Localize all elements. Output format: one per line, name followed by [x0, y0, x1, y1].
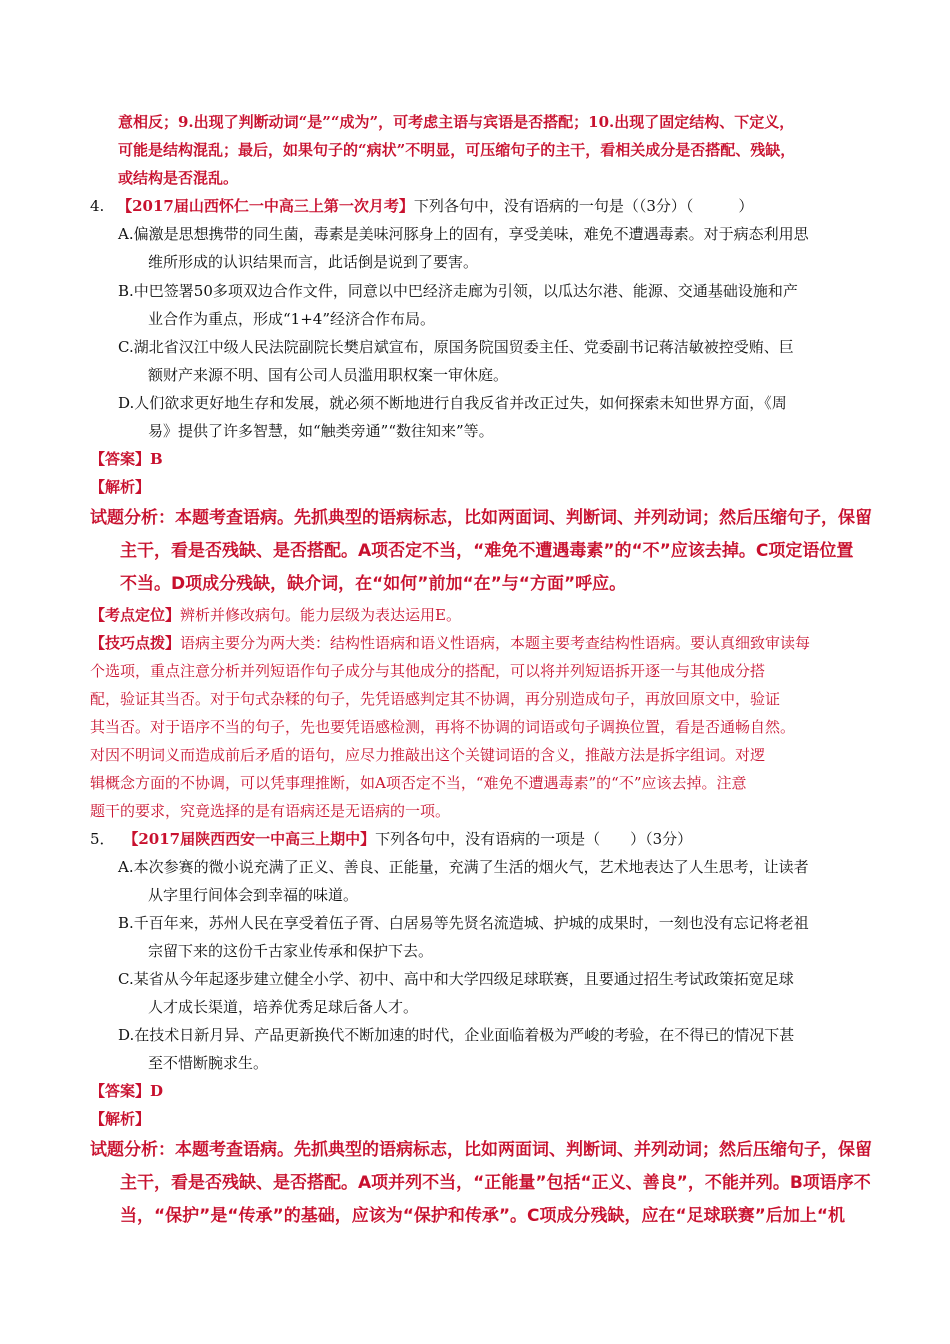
key-point-text: 辨析并修改病句。能力层级为表达运用E。	[180, 606, 461, 624]
option-a-line-2: 从字里行间体会到幸福的味道。	[148, 886, 359, 904]
tip-line-3: 配，验证其当否。对于句式杂糅的句子，先凭语感判定其不协调，再分别造成句子，再放回原文中，验证	[90, 690, 781, 708]
tip-line-6: 辑概念方面的不协调，可以凭事理推断，如A项否定不当，“难免不遭遇毒素”的“不”应该去掉。注意	[90, 774, 747, 792]
option-c-line-2: 额财产来源不明、国有公司人员滥用职权案一审休庭。	[148, 366, 509, 384]
question-source: 【2017届山西怀仁一中高三上第一次月考】	[117, 197, 414, 215]
option-d-line-2: 至不惜断腕求生。	[148, 1054, 269, 1072]
intro-line-2: 可能是结构混乱；最后，如果句子的“病状”不明显，可压缩句子的主干，看相关成分是否搭配、残缺，	[118, 141, 796, 159]
option-b-line-2: 业合作为重点，形成“1+4”经济合作布局。	[148, 310, 435, 328]
option-b-line-2: 宗留下来的这份千古家业传承和保护下去。	[148, 942, 434, 960]
option-d-line-1: D.在技术日新月异、产品更新换代不断加速的时代，企业面临着极为严峻的考验，在不得已的情况下甚	[118, 1026, 795, 1044]
question-stem: 下列各句中，没有语病的一句是（（3分）（ ）	[413, 197, 754, 215]
tip-line-5: 对因不明词义而造成前后矛盾的语句，应尽力推敲出这个关键词语的含义，推敲方法是拆字组词。对逻	[90, 746, 766, 764]
tip-label: 【技巧点拨】	[90, 634, 181, 652]
option-c-line-1: C.湖北省汉江中级人民法院副院长樊启斌宣布，原国务院国贸委主任、党委副书记蒋洁敏被控受贿、巨	[118, 338, 794, 356]
analysis-line-3: 当，“保护”是“传承”的基础，应该为“保护和传承”。C项成分残缺，应在“足球联赛”后加上“机	[120, 1206, 846, 1226]
option-c-line-1: C.某省从今年起逐步建立健全小学、初中、高中和大学四级足球联赛，且要通过招生考试政策拓宽足球	[118, 970, 794, 988]
analysis-label: 【解析】	[90, 478, 151, 496]
option-a-line-1: A.偏激是思想携带的同生菌，毒素是美味河豚身上的固有，享受美味，难免不遭遇毒素。对于病态利用思	[118, 225, 809, 243]
option-d-line-2: 易》提供了许多智慧，如“触类旁通”“数往知来”等。	[148, 422, 494, 440]
question-4-header	[90, 196, 753, 216]
question-5-header	[90, 829, 692, 849]
question-stem: 下列各句中，没有语病的一项是（ ）（3分）	[375, 830, 693, 848]
question-source: 【2017届陕西西安一中高三上期中】	[123, 830, 376, 848]
tip-line-7: 题干的要求，究竟选择的是有语病还是无语病的一项。	[90, 802, 451, 820]
analysis-label: 【解析】	[90, 1110, 151, 1128]
question-number: 4.	[90, 197, 105, 215]
key-point-line	[90, 605, 461, 625]
intro-line-3: 或结构是否混乱。	[118, 169, 239, 187]
tip-text-1: 语病主要分为两大类：结构性语病和语义性语病，本题主要考查结构性语病。要认真细致审读每	[180, 634, 811, 652]
tip-line-1	[90, 633, 810, 653]
analysis-line-2: 主干，看是否残缺、是否搭配。A项并列不当，“正能量”包括“正义、善良”，不能并列。B项语序不	[120, 1173, 871, 1193]
analysis-line-1: 试题分析：本题考查语病。先抓典型的语病标志，比如两面词、判断词、并列动词；然后压缩句子，保留	[90, 508, 872, 528]
option-c-line-2: 人才成长渠道，培养优秀足球后备人才。	[148, 998, 419, 1016]
tip-line-2: 个选项，重点注意分析并列短语作句子成分与其他成分的搭配，可以将并列短语拆开逐一与其他成分搭	[90, 662, 766, 680]
question-number: 5．	[90, 830, 115, 848]
option-a-line-2: 维所形成的认识结果而言，此话倒是说到了要害。	[148, 253, 479, 271]
intro-line-1: 意相反；9.出现了判断动词“是”“成为”，可考虑主语与宾语是否搭配；10.出现了固定结构、下定义，	[118, 113, 795, 131]
option-a-line-1: A.本次参赛的微小说充满了正义、善良、正能量，充满了生活的烟火气，艺术地表达了人生思考，让读者	[118, 858, 809, 876]
answer-label: 【答案】D	[90, 1082, 164, 1100]
tip-line-4: 其当否。对于语序不当的句子，先也要凭语感检测，再将不协调的词语或句子调换位置，看是否通畅自然。	[90, 718, 796, 736]
analysis-line-3: 不当。D项成分残缺，缺介词，在“如何”前加“在”与“方面”呼应。	[120, 574, 627, 594]
analysis-line-1: 试题分析：本题考查语病。先抓典型的语病标志，比如两面词、判断词、并列动词；然后压缩句子，保留	[90, 1140, 872, 1160]
key-point-label: 【考点定位】	[90, 606, 181, 624]
answer-label: 【答案】B	[90, 450, 163, 468]
analysis-line-2: 主干，看是否残缺、是否搭配。A项否定不当，“难免不遭遇毒素”的“不”应该去掉。C项定语位置	[120, 541, 854, 561]
option-d-line-1: D.人们欲求更好地生存和发展，就必须不断地进行自我反省并改正过失，如何探索未知世界方面，《周	[118, 394, 787, 412]
option-b-line-1: B.中巴签署50多项双边合作文件，同意以中巴经济走廊为引领，以瓜达尔港、能源、交通基础设施和产	[118, 282, 798, 300]
option-b-line-1: B.千百年来，苏州人民在享受着伍子胥、白居易等先贤名流造城、护城的成果时，一刻也没有忘记将老祖	[118, 914, 809, 932]
